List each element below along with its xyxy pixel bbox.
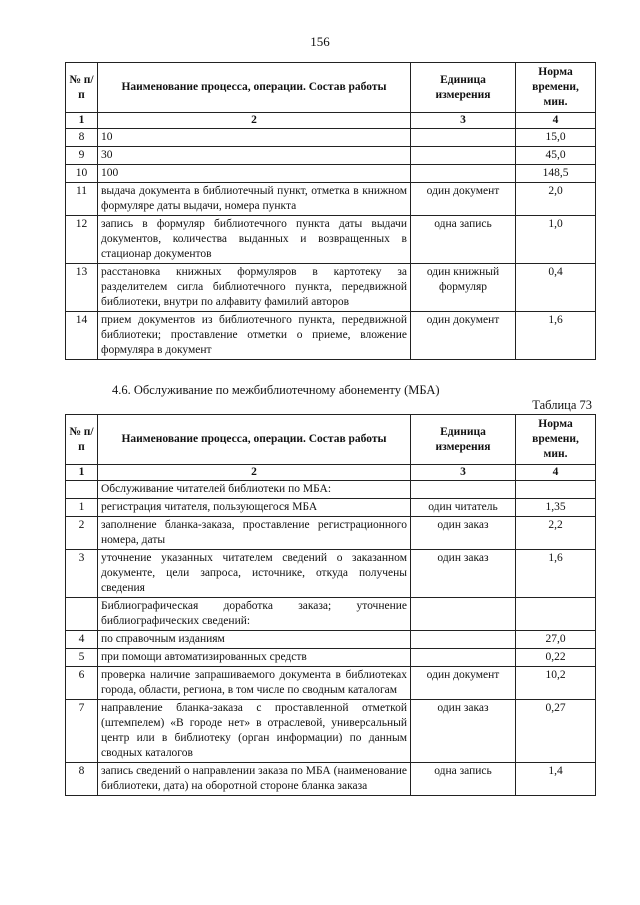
table-73-mba [65,414,596,796]
row-norm: 1,0 [516,216,596,264]
row-unit: один читатель [411,499,516,517]
row-unit [411,165,516,183]
row-number: 7 [66,700,98,763]
row-number: 3 [66,550,98,598]
row-operation-name: направление бланка-заказа с проставленной отметкой (штемпелем) «В городе нет» в отраслевой, универсальный центр или в библиотеку (орган информации) по данным сводных каталогов [98,700,411,763]
table-row [66,649,596,667]
table-row [66,550,596,598]
row-unit [411,147,516,165]
col-num-2: 2 [98,113,411,129]
row-operation-name: 100 [98,165,411,183]
table-header-row [66,415,596,465]
row-operation-name: Обслуживание читателей библиотеки по МБА: [98,481,411,499]
row-operation-name: выдача документа в библиотечный пункт, отметка в книжном формуляре даты выдачи, номера пункта [98,183,411,216]
row-unit [411,129,516,147]
row-number: 5 [66,649,98,667]
row-unit: один документ [411,312,516,360]
header-name: Наименование процесса, операции. Состав работы [98,415,411,465]
row-unit: одна запись [411,763,516,796]
row-operation-name: по справочным изданиям [98,631,411,649]
header-norm: Норма времени, мин. [516,415,596,465]
row-unit: одна запись [411,216,516,264]
row-unit [411,631,516,649]
col-num-2: 2 [98,465,411,481]
row-operation-name: уточнение указанных читателем сведений о заказанном документе, цели запроса, источнике, откуда получены сведения [98,550,411,598]
row-number [66,481,98,499]
row-number: 2 [66,517,98,550]
row-norm [516,481,596,499]
row-operation-name: расстановка книжных формуляров в картотеку за разделителем сигла библиотечного пункта, передвижной библиотеки, внутри по алфавиту фамилий авторов [98,264,411,312]
row-number: 12 [66,216,98,264]
table-process-norms-continued [65,62,596,360]
row-unit: один документ [411,667,516,700]
column-number-row [66,465,596,481]
col-num-4: 4 [516,113,596,129]
row-number: 6 [66,667,98,700]
col-num-1: 1 [66,465,98,481]
table-row [66,667,596,700]
row-unit [411,598,516,631]
table-row [66,165,596,183]
header-num: № п/п [66,415,98,465]
row-operation-name: 10 [98,129,411,147]
table-row [66,517,596,550]
page-number: 156 [310,34,330,49]
row-operation-name: проверка наличие запрашиваемого документа в библиотеках города, области, региона, в том числе по сводным каталогам [98,667,411,700]
table-row [66,129,596,147]
row-operation-name: запись сведений о направлении заказа по МБА (наименование библиотеки, дата) на оборотной стороне бланка заказа [98,763,411,796]
row-norm: 27,0 [516,631,596,649]
row-norm: 0,22 [516,649,596,667]
col-num-3: 3 [411,113,516,129]
row-number: 8 [66,129,98,147]
row-norm: 1,4 [516,763,596,796]
row-norm: 15,0 [516,129,596,147]
row-unit: один книжный формуляр [411,264,516,312]
row-number: 1 [66,499,98,517]
row-number [66,598,98,631]
table-row [66,312,596,360]
row-norm: 2,0 [516,183,596,216]
row-norm: 148,5 [516,165,596,183]
table-row [66,499,596,517]
col-num-1: 1 [66,113,98,129]
table-row [66,264,596,312]
row-norm: 1,6 [516,312,596,360]
table-row [66,216,596,264]
row-operation-name: прием документов из библиотечного пункта, передвижной библиотеки; проставление отметки о приеме, вложение формуляра в документ [98,312,411,360]
column-number-row [66,113,596,129]
header-unit: Единица измерения [411,415,516,465]
row-norm: 2,2 [516,517,596,550]
table-row [66,481,596,499]
row-norm: 0,27 [516,700,596,763]
header-norm: Норма времени, мин. [516,63,596,113]
table-row [66,631,596,649]
row-unit: один заказ [411,700,516,763]
row-operation-name: заполнение бланка-заказа, проставление регистрационного номера, даты [98,517,411,550]
row-operation-name: запись в формуляр библиотечного пункта даты выдачи документов, количества выданных и возвращенных в стационар документов [98,216,411,264]
row-unit: один заказ [411,517,516,550]
row-number: 11 [66,183,98,216]
table-row [66,598,596,631]
row-operation-name: регистрация читателя, пользующегося МБА [98,499,411,517]
header-unit: Единица измерения [411,63,516,113]
row-norm: 45,0 [516,147,596,165]
table-row [66,183,596,216]
section-title: 4.6. Обслуживание по межбиблиотечному абонементу (МБА) [112,383,440,397]
row-number: 14 [66,312,98,360]
row-number: 13 [66,264,98,312]
row-operation-name: Библиографическая доработка заказа; уточнение библиографических сведений: [98,598,411,631]
row-norm: 1,35 [516,499,596,517]
row-operation-name: 30 [98,147,411,165]
row-unit: один заказ [411,550,516,598]
row-operation-name: при помощи автоматизированных средств [98,649,411,667]
table-header-row [66,63,596,113]
table-label: Таблица 73 [532,398,592,412]
table-row [66,147,596,165]
row-number: 8 [66,763,98,796]
table-row [66,700,596,763]
row-number: 4 [66,631,98,649]
row-norm [516,598,596,631]
header-name: Наименование процесса, операции. Состав работы [98,63,411,113]
row-norm: 10,2 [516,667,596,700]
header-num: № п/п [66,63,98,113]
row-unit [411,481,516,499]
row-number: 9 [66,147,98,165]
table-row [66,763,596,796]
col-num-3: 3 [411,465,516,481]
row-number: 10 [66,165,98,183]
row-unit: один документ [411,183,516,216]
row-norm: 1,6 [516,550,596,598]
row-unit [411,649,516,667]
row-norm: 0,4 [516,264,596,312]
col-num-4: 4 [516,465,596,481]
